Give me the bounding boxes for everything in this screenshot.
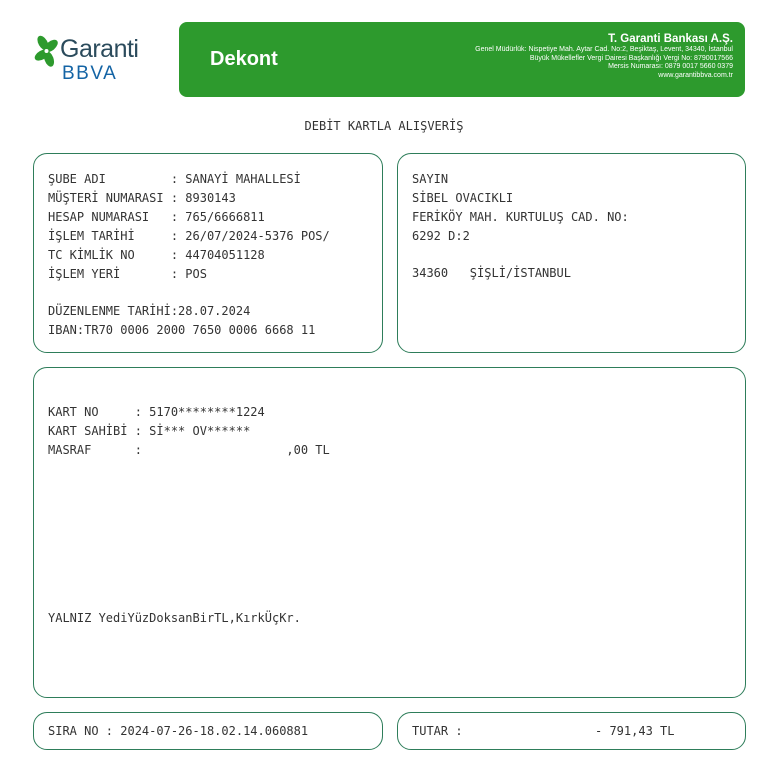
recipient-address-line-1: FERİKÖY MAH. KURTULUŞ CAD. NO: — [412, 210, 629, 224]
issue-date-line: DÜZENLENME TARİHİ:28.07.2024 — [48, 304, 251, 318]
fee-line: MASRAF : ,00 TL — [48, 443, 330, 457]
bank-mersis: Mersis Numarası: 0879 0017 5660 0379 — [608, 63, 733, 70]
bank-info — [475, 32, 733, 80]
logo-submark: BBVA — [62, 63, 118, 84]
account-number-line: HESAP NUMARASI : 765/6666811 — [48, 210, 265, 224]
transaction-title: DEBİT KARTLA ALIŞVERİŞ — [304, 119, 464, 133]
clover-logo-icon — [34, 34, 60, 68]
transaction-place-line: İŞLEM YERİ : POS — [48, 267, 207, 281]
bank-name: T. Garanti Bankası A.Ş. — [608, 33, 733, 45]
bank-address: Genel Müdürlük: Nispetiye Mah. Aytar Cad. No:2, Beşiktaş, Levent, 34340, İstanbul — [475, 46, 733, 53]
transaction-date-line: İŞLEM TARİHİ : 26/07/2024-5376 POS/ — [48, 229, 330, 243]
sequence-number-box — [33, 712, 383, 750]
recipient-city-line: 34360 ŞİŞLİ/İSTANBUL — [412, 266, 571, 280]
bank-website: www.garantibbva.com.tr — [658, 71, 733, 79]
total-label: TUTAR : — [412, 724, 463, 738]
recipient-box — [397, 153, 746, 353]
header-banner — [179, 22, 745, 97]
national-id-line: TC KİMLİK NO : 44704051128 — [48, 248, 265, 262]
card-number-line: KART NO : 5170********1224 — [48, 405, 265, 419]
total-amount: - 791,43 TL — [595, 724, 675, 738]
salutation-line: SAYIN — [412, 172, 449, 186]
bank-tax-info: Büyük Mükellefler Vergi Dairesi Başkanlığı Vergi No: 8790017566 — [529, 54, 733, 62]
logo-wordmark: Garanti — [60, 35, 139, 63]
iban-line: IBAN:TR70 0006 2000 7650 0006 6668 11 — [48, 323, 316, 337]
total-box — [397, 712, 746, 750]
account-info-box — [33, 153, 383, 353]
document-type-title: Dekont — [210, 48, 278, 70]
customer-number-line: MÜŞTERİ NUMARASI : 8930143 — [48, 191, 236, 205]
recipient-name-line: SİBEL OVACIKLI — [412, 191, 514, 205]
amount-in-words: YALNIZ YediYüzDoksanBirTL,KırkÜçKr. — [48, 611, 301, 625]
branch-line: ŞUBE ADI : SANAYİ MAHALLESİ — [48, 172, 301, 186]
recipient-address-line-2: 6292 D:2 — [412, 229, 470, 243]
card-holder-line: KART SAHİBİ : Sİ*** OV****** — [48, 424, 251, 438]
card-details-box — [33, 367, 746, 698]
garanti-bbva-logo — [34, 32, 154, 88]
sequence-number: SIRA NO : 2024-07-26-18.02.14.060881 — [48, 724, 309, 738]
